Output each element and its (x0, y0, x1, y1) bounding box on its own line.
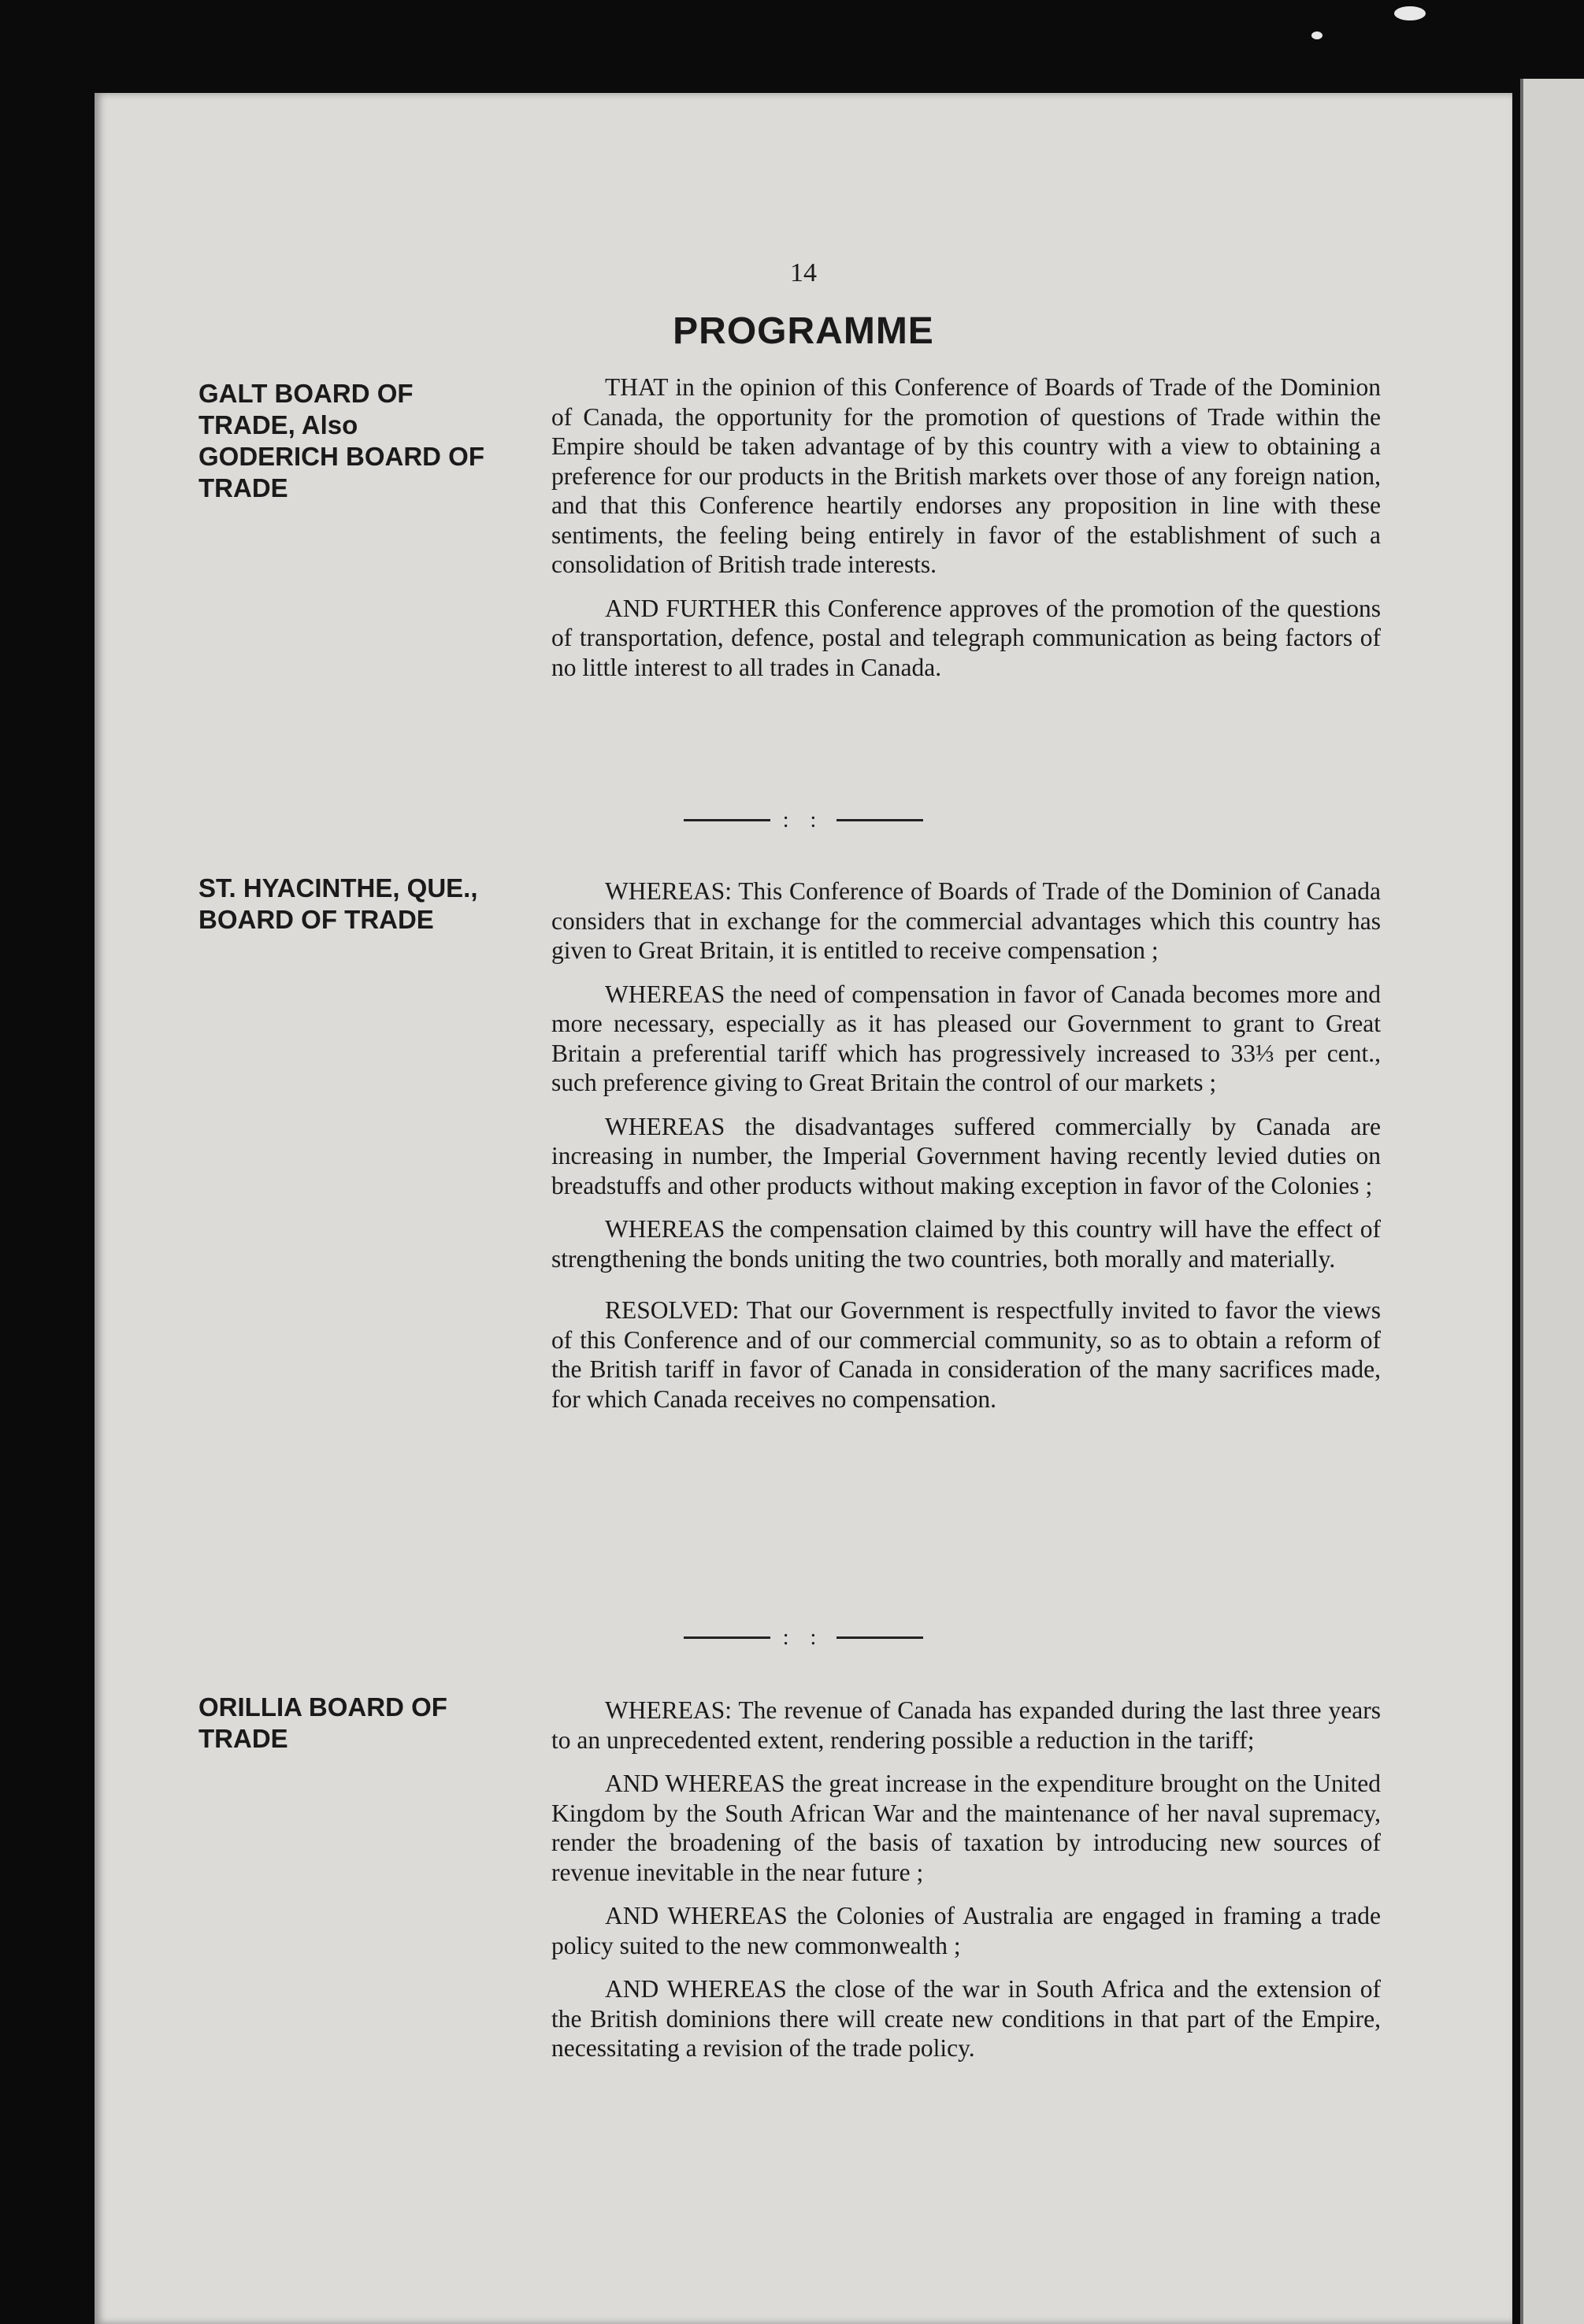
page-title: PROGRAMME (673, 310, 934, 352)
document-page (95, 93, 1512, 2324)
label-line: BOARD OF TRADE (198, 905, 434, 934)
section-body-orillia (551, 1696, 1381, 2078)
section-label-orillia (198, 1692, 529, 1755)
section-label-st-hyacinthe (198, 873, 529, 936)
paragraph: AND WHEREAS the close of the war in South Africa and the extension of the British dominions there will create new conditions in that part of the Empire, necessitating a revision of the trade policy. (551, 1975, 1381, 2062)
adjacent-page-edge (1520, 79, 1584, 2324)
label-line: TRADE (198, 473, 288, 502)
paragraph: WHEREAS the compensation claimed by this country will have the effect of strengthening the bonds uniting the two countries, both morally and materially. (551, 1215, 1381, 1273)
paragraph: WHEREAS the need of compensation in favor of Canada becomes more and more necessary, especially as it has pleased our Government to grant to Great Britain a preferential tariff which has progressively increased to 33⅓ per cent., such preference giving to Great Britain the control of our markets ; (551, 980, 1381, 1096)
paragraph: AND WHEREAS the great increase in the expenditure brought on the United Kingdom by the South African War and the maintenance of her naval supremacy, render the broadening of the basis of taxation by introducing new sources of revenue inevitable in the near future ; (551, 1770, 1381, 1886)
section-label-galt (198, 378, 529, 504)
section-body-galt (551, 373, 1381, 696)
paragraph: WHEREAS: This Conference of Boards of Trade of the Dominion of Canada considers that in exchange for the commercial advantages which this country has given to Great Britain, it is entitled to receive compensation ; (551, 877, 1381, 964)
section-divider: : : (95, 1624, 1512, 1651)
label-line: GODERICH BOARD OF (198, 442, 484, 471)
scan-speck (1311, 32, 1322, 39)
label-line: ORILLIA BOARD OF (198, 1692, 447, 1722)
paragraph: AND FURTHER this Conference approves of the promotion of the questions of transportation, defence, postal and telegraph communication as being factors of no little interest to all trades in Canada. (551, 594, 1381, 681)
paragraph: AND WHEREAS the Colonies of Australia are engaged in framing a trade policy suited to the new commonwealth ; (551, 1902, 1381, 1959)
paragraph: THAT in the opinion of this Conference of Boards of Trade of the Dominion of Canada, the opportunity for the promotion of questions of Trade within the Empire should be taken advantage of by this country with a view to obtaining a preference for our products in the British markets over those of any foreign nation, and that this Conference heartily endorses any proposition in line with these sentiments, the feeling being entirely in favor of the establishment of such a consolidation of British trade interests. (551, 373, 1381, 578)
section-body-st-hyacinthe (551, 877, 1381, 1428)
label-line: TRADE (198, 1724, 288, 1753)
scan-speck (1394, 6, 1426, 20)
section-divider: : : (95, 806, 1512, 833)
page-number: 14 (790, 258, 817, 287)
label-line: GALT BOARD OF (198, 379, 414, 408)
paragraph: WHEREAS: The revenue of Canada has expanded during the last three years to an unprecedented extent, rendering possible a reduction in the tariff; (551, 1696, 1381, 1754)
paragraph: WHEREAS the disadvantages suffered commercially by Canada are increasing in number, the Imperial Government having recently levied duties on breadstuffs and other products without making exception in favor of the Colonies ; (551, 1112, 1381, 1199)
label-line: ST. HYACINTHE, QUE., (198, 873, 478, 903)
paragraph: RESOLVED: That our Government is respectfully invited to favor the views of this Conference and of our commercial community, so as to obtain a reform of the British tariff in favor of Canada in consideration of the many sacrifices made, for which Canada receives no compensation. (551, 1296, 1381, 1413)
label-line: TRADE, Also (198, 410, 358, 439)
